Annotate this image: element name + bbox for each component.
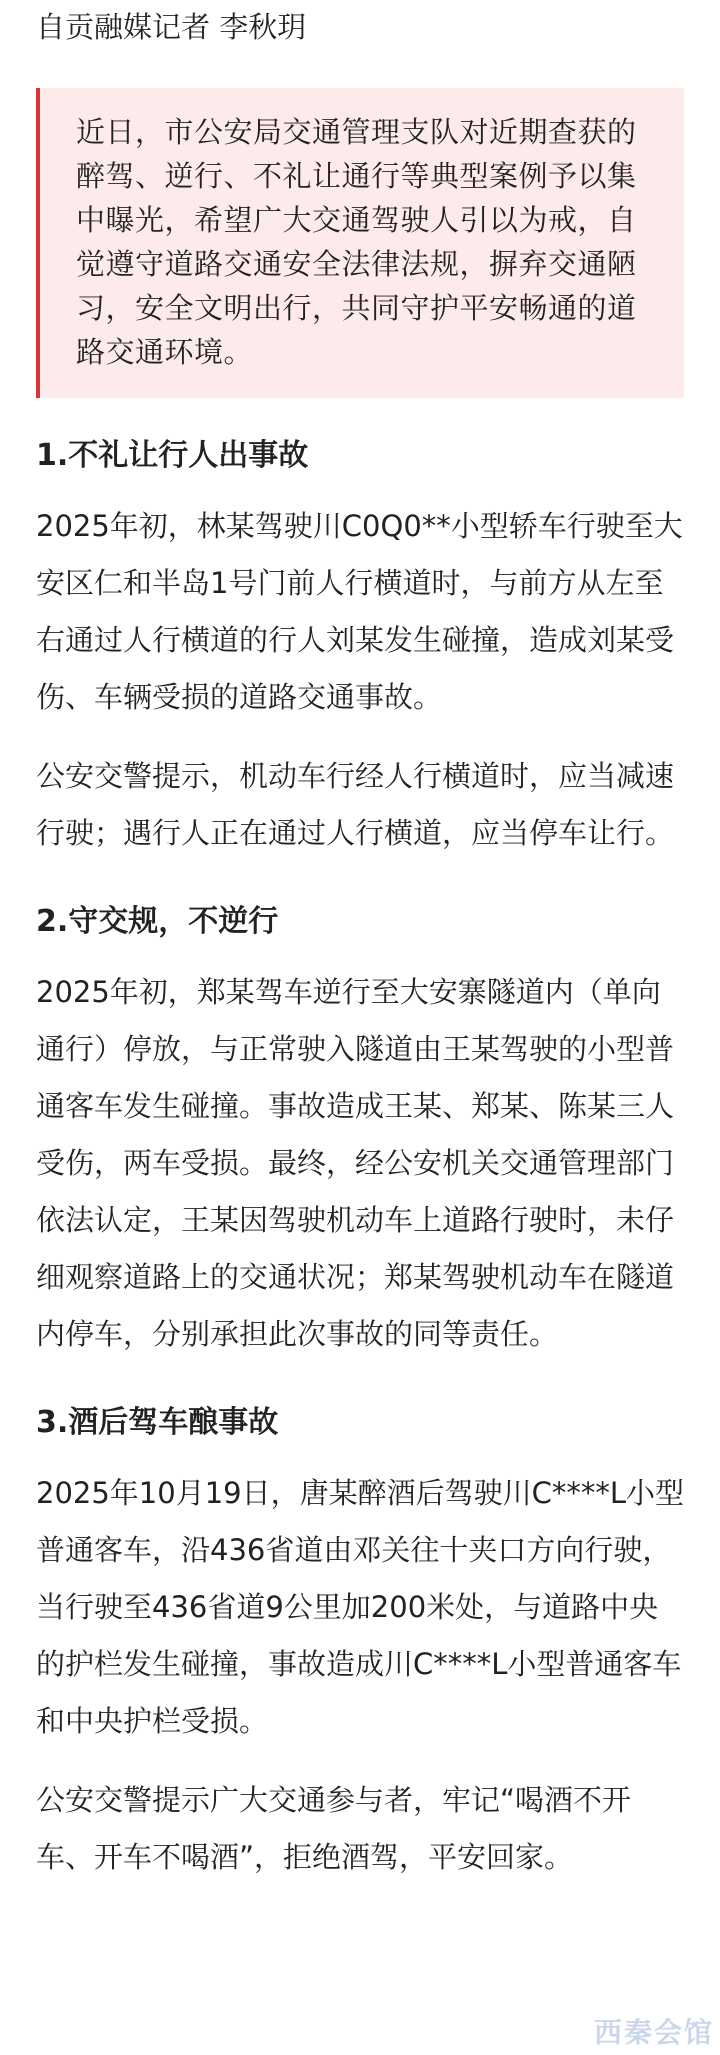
lead-text: 近日，市公安局交通管理支队对近期查获的醉驾、逆行、不礼让通行等典型案例予以集中曝光，希望广大交通驾驶人引以为戒，自觉遵守道路交通安全法律法规，摒弃交通陋习，安全文明出行，共同守护平安畅通的道路交通环境。 <box>76 115 637 369</box>
section-3-paragraph-1: 2025年10月19日，唐某醉酒后驾驶川C****L小型普通客车，沿436省道由邓关往十夹口方向行驶，当行驶至436省道9公里加200米处，与道路中央的护栏发生碰撞，事故造成川C****L小型普通客车和中央护栏受损。 <box>36 1476 685 1738</box>
section-heading-2: 2.守交规，不逆行 <box>36 904 279 939</box>
section-1-paragraph-2: 公安交警提示，机动车行经人行横道时，应当减速行驶；遇行人正在通过人行横道，应当停车让行。 <box>36 759 675 850</box>
article <box>36 0 686 1886</box>
section-3-paragraph-2: 公安交警提示广大交通参与者，牢记“喝酒不开车、开车不喝酒”，拒绝酒驾，平安回家。 <box>36 1783 632 1874</box>
watermark-logo: 西秦会馆 <box>593 2016 714 2049</box>
section-1-paragraph-1: 2025年初，林某驾驶川C0Q0**小型轿车行驶至大安区仁和半岛1号门前人行横道时，与前方从左至右通过人行横道的行人刘某发生碰撞，造成刘某受伤、车辆受损的道路交通事故。 <box>36 509 683 714</box>
section-heading-3: 3.酒后驾车酿事故 <box>36 1405 279 1440</box>
byline: 自贡融媒记者 李秋玥 <box>36 10 307 44</box>
section-heading-1: 1.不礼让行人出事故 <box>36 438 309 473</box>
lead-callout <box>36 88 684 398</box>
section-2-paragraph-1: 2025年初，郑某驾车逆行至大安寨隧道内（单向通行）停放，与正常驶入隧道由王某驾驶的小型普通客车发生碰撞。事故造成王某、郑某、陈某三人受伤，两车受损。最终，经公安机关交通管理部门依法认定，王某因驾驶机动车上道路行驶时，未仔细观察道路上的交通状况；郑某驾驶机动车在隧道内停车，分别承担此次事故的同等责任。 <box>36 975 675 1351</box>
